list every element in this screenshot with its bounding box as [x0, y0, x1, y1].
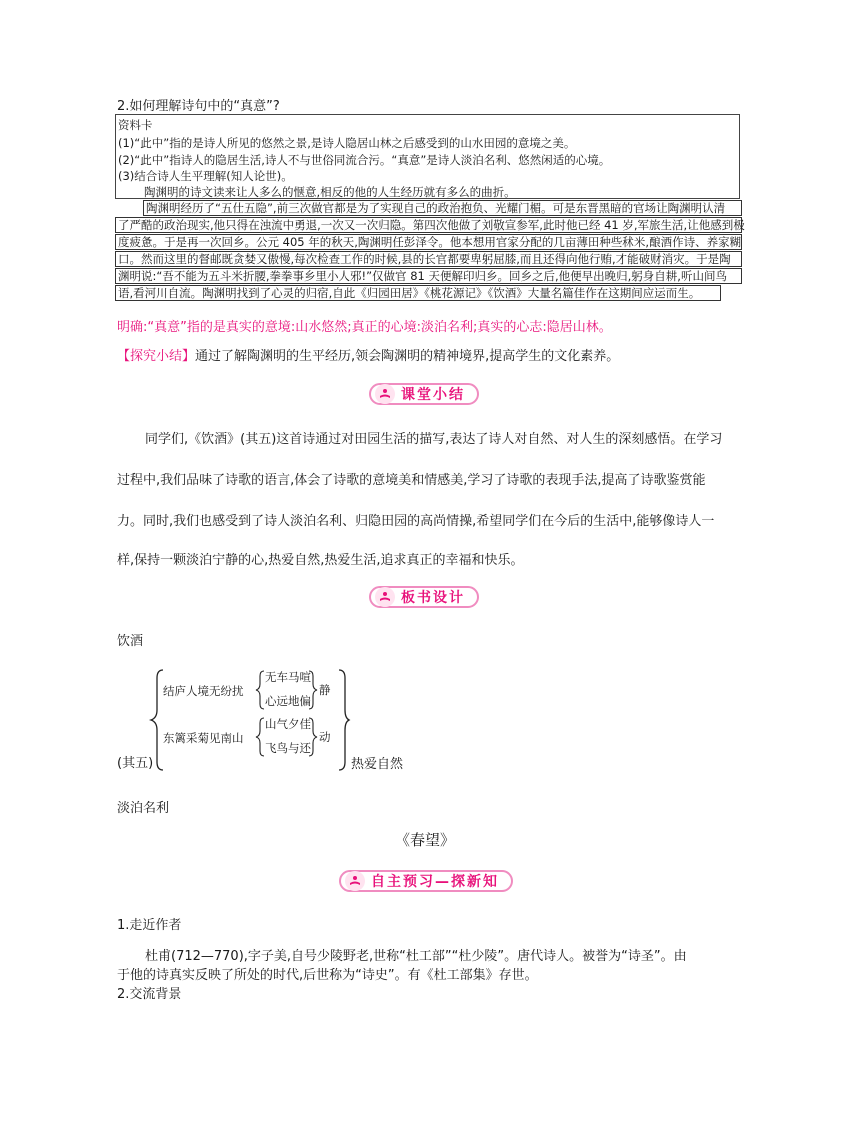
board-outcome: 淡泊名利 [117, 801, 170, 816]
board-subtitle: (其五) [117, 756, 154, 771]
card-title: 资料卡 [118, 118, 153, 132]
book-icon [375, 587, 395, 607]
summary-paragraph-line: 过程中,我们品味了诗歌的语言,体会了诗歌的意境美和情感美,学习了诗歌的表现手法,提高了诗歌鉴赏能 [117, 473, 706, 488]
card-line: (2)“此中”指诗人的隐居生活,诗人不与世俗同流合污。“真意”是诗人淡泊名利、悠然闲适的心境。 [118, 153, 611, 167]
info-card [115, 114, 740, 199]
branch-line: 结庐人境无纷扰 [163, 684, 244, 698]
bio-line: 渊明说:“吾不能为五斗米折腰,拳拳事乡里小人邪!”仅做官 81 天便解印归乡。回乡之后,他便早出晚归,躬身自耕,听山间鸟 [115, 268, 742, 284]
branch-item: 无车马喧 [265, 670, 311, 684]
book-icon [375, 384, 395, 404]
banner-label: 自主预习—探新知 [371, 874, 499, 890]
author-line: 于他的诗真实反映了所处的时代,后世称为“诗史”。有《杜工部集》存世。 [117, 968, 538, 983]
card-line: 陶渊明的诗文读来让人多么的惬意,相反的他的人生经历就有多么的曲折。 [144, 185, 516, 199]
board-outcome: 热爱自然 [351, 757, 404, 772]
branch-item: 山气夕佳 [265, 717, 311, 731]
book-icon [345, 871, 365, 891]
banner-label: 板书设计 [401, 590, 465, 606]
summary-tag: 【探究小结】 [117, 349, 196, 364]
author-line: 杜甫(712—770),字子美,自号少陵野老,世称“杜工部”“杜少陵”。唐代诗人。被誉为“诗圣”。由 [145, 949, 687, 964]
card-line: (3)结合诗人生平理解(知人论世)。 [118, 169, 293, 183]
summary-paragraph-line: 同学们,《饮酒》(其五)这首诗通过对田园生活的描写,表达了诗人对自然、对人生的深刻感悟。在学习 [145, 432, 723, 447]
branch-line: 东篱采菊见南山 [163, 731, 244, 745]
bio-line: 语,看河川自流。陶渊明找到了心灵的归宿,自此《归园田居》《桃花源记》《饮酒》大量名篇佳作在这期间应运而生。 [115, 285, 721, 301]
branch-item: 飞鸟与还 [265, 741, 311, 755]
bio-line: 度疲惫。于是再一次回乡。公元 405 年的秋天,陶渊明任彭泽令。他本想用官家分配的几亩薄田种些秫米,酿酒作诗、养家糊 [115, 234, 742, 250]
banner-preview [339, 868, 513, 894]
summary-paragraph-line: 样,保持一颗淡泊宁静的心,热爱自然,热爱生活,追求真正的幸福和快乐。 [117, 553, 524, 568]
banner-label: 课堂小结 [401, 387, 465, 403]
section-title: 1.走近作者 [117, 918, 182, 933]
branch-item: 心远地偏 [265, 694, 311, 708]
banner-board-design [369, 584, 479, 610]
card-line: (1)“此中”指的是诗人所见的悠然之景,是诗人隐居山林之后感受到的山水田园的意境之美。 [118, 136, 576, 150]
branch-result: 静 [319, 683, 331, 697]
poem-title: 《春望》 [395, 831, 456, 849]
summary-text: 通过了解陶渊明的生平经历,领会陶渊明的精神境界,提高学生的文化素养。 [195, 349, 620, 364]
biography-block [115, 200, 745, 301]
question-heading: 2.如何理解诗句中的“真意”? [117, 99, 280, 114]
banner-class-summary [369, 381, 479, 407]
board-title: 饮酒 [117, 634, 144, 649]
bio-line: 了严酷的政治现实,他只得在浊流中勇退,一次又一次归隐。第四次他做了刘敬宣参军,此时他已经 41 岁,军旅生活,让他感到极 [115, 217, 742, 233]
branch-result: 动 [319, 730, 331, 744]
section-title: 2.交流背景 [117, 987, 182, 1002]
bio-line: 口。然而这里的督邮既贪婪又傲慢,每次检查工作的时候,县的长官都要卑躬屈膝,而且还得向他行贿,才能破财消灾。于是陶 [115, 251, 742, 267]
summary-paragraph-line: 力。同时,我们也感受到了诗人淡泊名利、归隐田园的高尚情操,希望同学们在今后的生活中,能够像诗人一 [117, 514, 715, 529]
explore-summary [117, 345, 619, 364]
answer-text: 明确:“真意”指的是真实的意境:山水悠然;真正的心境:淡泊名利;真实的心志:隐居山林。 [117, 320, 612, 335]
bio-line: 陶渊明经历了“五仕五隐”,前三次做官都是为了实现自己的政治抱负、光耀门楣。可是东晋黑暗的官场让陶渊明认清 [143, 200, 742, 216]
